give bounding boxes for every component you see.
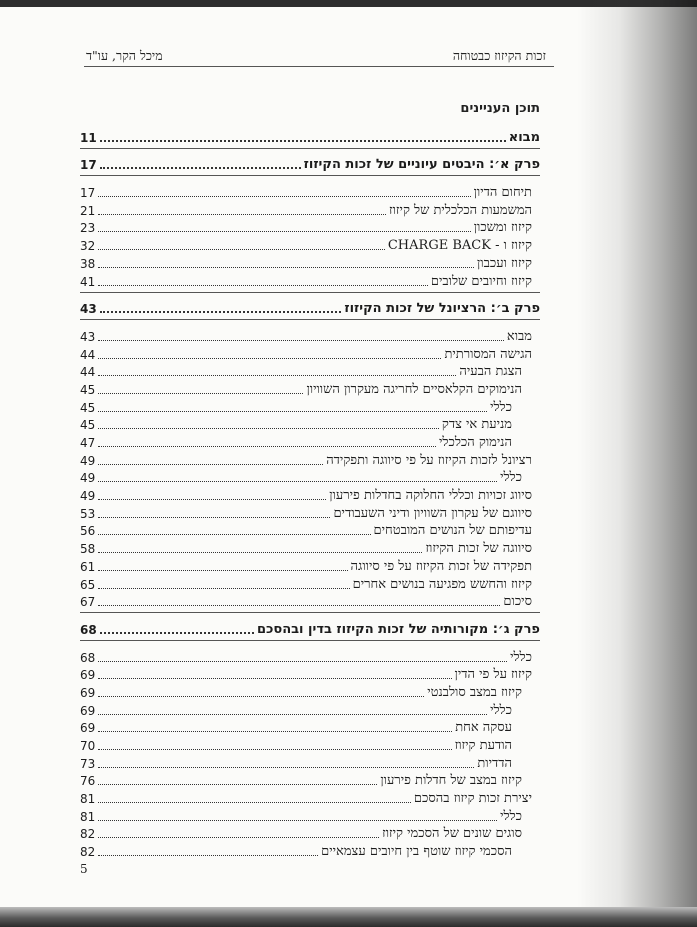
toc-entry: [80, 201, 540, 219]
toc-entry-page: 69: [80, 703, 96, 718]
toc-entry-page: 58: [80, 542, 96, 557]
dot-leader: [98, 214, 386, 215]
toc-entry-label: הנימוק הכלכלי: [439, 435, 512, 450]
dot-leader: [100, 311, 342, 313]
scan-top-edge: [0, 0, 697, 7]
toc-entry-page: 49: [80, 453, 96, 468]
toc-entry-label: פרק ב׳: הרציונל של זכות הקיזוז: [344, 301, 540, 317]
toc-entry-page: 69: [80, 685, 96, 700]
toc-entry: [80, 219, 540, 237]
toc-entry-label: כללי: [500, 470, 522, 486]
toc-entry: [80, 754, 540, 772]
toc-entry-label: כללי: [500, 808, 522, 824]
toc-title: תוכן העניינים: [460, 101, 540, 116]
toc-entry-label: הסכמי קיזוז שוטף בין חיובים עצמאיים: [321, 844, 512, 860]
toc-entry-label: רציונל לזכות הקיזוז על פי סיווגה ותפקידה: [326, 452, 532, 468]
dot-leader: [98, 464, 323, 465]
toc-entries: [80, 128, 540, 860]
toc-entry-page: 41: [80, 274, 96, 289]
toc-entry-page: 56: [80, 524, 96, 539]
toc-entry: [80, 620, 540, 641]
dot-leader: [98, 340, 504, 341]
toc-entry-label: יצירת זכות קיזוז בהסכם: [413, 791, 532, 807]
toc-entry-page: 69: [80, 721, 96, 736]
toc-entry-label: מבוא: [506, 328, 532, 344]
dot-leader: [98, 605, 500, 606]
dot-leader: [100, 167, 301, 169]
scan-bottom-edge: [0, 907, 697, 927]
toc-entry: [80, 719, 540, 737]
toc-entry: [80, 683, 540, 701]
dot-leader: [98, 446, 436, 447]
toc-entry-label: סיווג זכויות וכללי החלוקה בחדלות פירעון: [329, 488, 532, 504]
toc-entry: [80, 789, 540, 807]
toc-entry: [80, 825, 540, 843]
toc-entry: [80, 486, 540, 504]
toc-entry-label: הצגת הבעיה: [459, 364, 522, 380]
toc-entry-label: קיזוז והחשש מפגיעה בנושים אחרים: [352, 576, 532, 592]
dot-leader: [98, 249, 385, 250]
toc-entry-page: 43: [80, 302, 97, 317]
toc-entry-label: הדדיות: [477, 755, 512, 771]
toc-entry-page: 82: [80, 827, 96, 842]
toc-entry-label: כללי: [490, 399, 512, 415]
toc-entry-page: 23: [80, 221, 96, 236]
dot-leader: [98, 837, 379, 838]
dot-leader: [98, 749, 451, 750]
dot-leader: [100, 632, 254, 634]
dot-leader: [98, 375, 456, 376]
dot-leader: [98, 285, 428, 286]
toc-entry-label: כללי: [490, 702, 512, 718]
header-rule: [84, 66, 554, 67]
toc-entry-label: פרק ג׳: מקורותיה של זכות הקיזוז בדין ובהסכם: [256, 621, 540, 637]
dot-leader: [98, 661, 507, 662]
toc-entry: [80, 666, 540, 684]
toc-entry-page: 68: [80, 622, 97, 637]
toc-entry-page: 44: [80, 347, 96, 362]
toc-entry-label: קיזוז וחיובים שלובים: [430, 273, 532, 289]
toc-entry-label: סיכום: [503, 594, 532, 610]
dot-leader: [98, 855, 318, 856]
toc-entry-page: 43: [80, 329, 96, 344]
toc-entry-label: הנימוקים הקלאסיים לחריגה מעקרון השוויון: [306, 381, 522, 397]
toc-entry: [80, 469, 540, 487]
toc-entry: [80, 539, 540, 557]
dot-leader: [98, 588, 349, 589]
toc-entry-label: סיווגם של עקרון השוויון ודיני השעבודים: [333, 505, 532, 521]
toc-entry-page: 21: [80, 203, 96, 218]
dot-leader: [98, 499, 326, 500]
toc-entry-page: 49: [80, 471, 96, 486]
toc-entry-page: 81: [80, 792, 96, 807]
toc-entry-page: 65: [80, 577, 96, 592]
toc-entry: [80, 300, 540, 321]
toc-entry-label: תפקידה של זכות הקיזוז על פי סיווגה: [350, 558, 532, 574]
toc-entry: [80, 433, 540, 451]
dot-leader: [98, 428, 439, 429]
toc-entry: [80, 398, 540, 416]
dot-leader: [98, 552, 422, 553]
toc-entry-label: קיזוז על פי הדין: [454, 667, 532, 683]
toc-entry-page: 17: [80, 186, 96, 201]
toc-entry-page: 73: [80, 756, 96, 771]
toc-entry-label: מניעת אי צדק: [441, 417, 512, 433]
toc-entry-page: 45: [80, 400, 96, 415]
toc-entry-label: עדיפותם של הנושים המובטחים: [373, 523, 532, 539]
toc-entry-label: קיזוז ו - CHARGE BACK: [387, 238, 532, 254]
toc-entry: [80, 842, 540, 860]
book-spine-shadow: [577, 0, 697, 927]
toc-entry-page: 38: [80, 256, 96, 271]
header-book-title: זכות הקיזוז כבטוחה: [452, 48, 546, 63]
toc-entry-label: קיזוז ועכבון: [476, 255, 532, 271]
toc-entry: [80, 648, 540, 666]
dot-leader: [98, 393, 303, 394]
dot-leader: [98, 231, 470, 232]
toc-entry: [80, 183, 540, 201]
dot-leader: [100, 140, 506, 142]
toc-entry: [80, 380, 540, 398]
toc-entry-page: 11: [80, 130, 97, 145]
toc-entry-page: 47: [80, 436, 96, 450]
dot-leader: [98, 517, 330, 518]
toc-entry: [80, 156, 540, 177]
toc-entry: [80, 363, 540, 381]
toc-entry-page: 45: [80, 418, 96, 433]
dot-leader: [98, 802, 411, 803]
toc-entry-page: 81: [80, 809, 96, 824]
toc-entry-page: 76: [80, 774, 96, 789]
dot-leader: [98, 767, 474, 768]
toc-entry-label: סיווגה של זכות הקיזוז: [425, 541, 532, 557]
toc-entry-page: 45: [80, 382, 96, 397]
dot-leader: [98, 820, 497, 821]
toc-entry: [80, 504, 540, 522]
dot-leader: [98, 678, 451, 679]
toc-entry-label: עסקה אחת: [455, 720, 512, 736]
toc-entry: [80, 557, 540, 575]
toc-entry-label: פרק א׳: היבטים עיוניים של זכות הקיזוז: [303, 157, 540, 173]
toc-entry: [80, 128, 540, 149]
toc-entry: [80, 345, 540, 363]
toc-entry-label: קיזוז במצב סולבנטי: [427, 684, 522, 700]
toc-entry-page: 69: [80, 668, 96, 683]
toc-entry: [80, 701, 540, 719]
toc-entry: [80, 807, 540, 825]
dot-leader: [98, 267, 474, 268]
toc-entry-label: תיחום הדיון: [473, 185, 532, 201]
dot-leader: [98, 411, 487, 412]
toc-entry-label: כללי: [510, 649, 532, 665]
toc-entry-page: 53: [80, 506, 96, 521]
toc-entry: [80, 772, 540, 790]
toc-entry: [80, 416, 540, 434]
toc-entry-page: 70: [80, 739, 96, 753]
toc-entry: [80, 736, 540, 754]
toc-entry-page: 68: [80, 650, 96, 665]
table-of-contents: [80, 100, 540, 860]
toc-entry-label: המשמעות הכלכלית של קיזוז: [388, 202, 532, 218]
dot-leader: [98, 784, 377, 785]
toc-entry: [80, 272, 540, 293]
dot-leader: [98, 731, 452, 732]
toc-entry-label: סוגים שונים של הסכמי קיזוז: [382, 826, 522, 842]
toc-entry-page: 82: [80, 845, 96, 860]
dot-leader: [98, 481, 497, 482]
toc-entry-page: 67: [80, 595, 96, 610]
toc-entry: [80, 522, 540, 540]
toc-entry-label: הודעת קיזוז: [454, 738, 512, 753]
toc-entry-page: 61: [80, 559, 96, 574]
dot-leader: [98, 696, 424, 697]
toc-entry: [80, 254, 540, 272]
dot-leader: [98, 534, 370, 535]
header-author: מיכל הקר, עו"ד: [86, 48, 163, 63]
page-number: 5: [80, 862, 88, 876]
dot-leader: [98, 570, 347, 571]
dot-leader: [98, 196, 470, 197]
toc-entry: [80, 575, 540, 593]
toc-entry: [80, 236, 540, 254]
toc-entry-page: 49: [80, 489, 96, 504]
toc-entry-label: הגישה המסורתית: [444, 346, 532, 362]
toc-entry-label: קיזוז ומשכון: [473, 220, 532, 236]
dot-leader: [98, 714, 487, 715]
toc-entry-page: 17: [80, 158, 97, 173]
toc-entry: [80, 451, 540, 469]
dot-leader: [98, 358, 441, 359]
toc-entry: [80, 327, 540, 345]
toc-entry-page: 44: [80, 365, 96, 380]
running-header: [86, 42, 546, 64]
toc-entry: [80, 593, 540, 614]
toc-entry-label: מבוא: [508, 129, 540, 145]
toc-entry-label: קיזוז במצב של חדלות פירעון: [380, 773, 522, 789]
toc-entry-page: 32: [80, 239, 96, 254]
